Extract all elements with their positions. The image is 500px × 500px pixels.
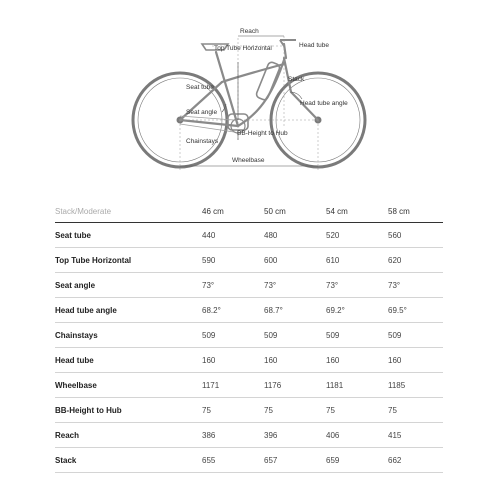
table-cell: 610	[326, 248, 388, 273]
table-cell: 73°	[326, 273, 388, 298]
table-cell: 590	[202, 248, 264, 273]
table-row	[55, 223, 443, 248]
label-wheelbase: Wheelbase	[232, 157, 265, 164]
table-cell: 1176	[264, 373, 326, 398]
table-cell: 659	[326, 448, 388, 473]
row-label: Chainstays	[55, 323, 202, 348]
table-row	[55, 248, 443, 273]
table-cell: 415	[388, 423, 443, 448]
table-cell: 406	[326, 423, 388, 448]
row-label: Stack	[55, 448, 202, 473]
label-top-tube-horizontal: Top Tube Horizontal	[214, 45, 272, 52]
table-cell: 160	[264, 348, 326, 373]
header-size-50: 50 cm	[264, 200, 326, 223]
table-cell: 75	[388, 398, 443, 423]
table-cell: 509	[264, 323, 326, 348]
header-size-46: 46 cm	[202, 200, 264, 223]
handlebar	[280, 40, 296, 46]
table-cell: 1181	[326, 373, 388, 398]
table-cell: 480	[264, 223, 326, 248]
label-seat-tube: Seat tube	[186, 84, 214, 91]
bike-geometry-diagram	[0, 0, 500, 180]
label-seat-angle: Seat angle	[186, 109, 218, 116]
table-cell: 386	[202, 423, 264, 448]
row-label: Head tube angle	[55, 298, 202, 323]
label-head-tube-angle: Head tube angle	[300, 100, 348, 107]
geometry-table-body	[55, 223, 443, 473]
table-cell: 655	[202, 448, 264, 473]
table-row	[55, 323, 443, 348]
table-cell: 657	[264, 448, 326, 473]
row-label: Top Tube Horizontal	[55, 248, 202, 273]
row-label: Seat tube	[55, 223, 202, 248]
table-cell: 396	[264, 423, 326, 448]
table-cell: 509	[326, 323, 388, 348]
table-cell: 160	[326, 348, 388, 373]
label-chainstays: Chainstays	[186, 138, 219, 145]
table-cell: 160	[202, 348, 264, 373]
table-cell: 69.5°	[388, 298, 443, 323]
geometry-table-header	[55, 200, 443, 223]
table-row	[55, 423, 443, 448]
label-bb-height-to-hub: BB-Height to Hub	[237, 130, 288, 137]
header-row	[55, 200, 443, 223]
header-size-54: 54 cm	[326, 200, 388, 223]
table-cell: 75	[264, 398, 326, 423]
table-cell: 440	[202, 223, 264, 248]
row-label: Head tube	[55, 348, 202, 373]
table-row	[55, 373, 443, 398]
label-reach: Reach	[240, 28, 259, 35]
table-cell: 509	[388, 323, 443, 348]
table-cell: 73°	[202, 273, 264, 298]
header-frame-type: Stack/Moderate	[55, 200, 202, 223]
table-cell: 73°	[264, 273, 326, 298]
table-row	[55, 298, 443, 323]
geometry-table	[55, 200, 443, 473]
table-row	[55, 273, 443, 298]
label-stack: Stack	[288, 76, 305, 83]
table-cell: 520	[326, 223, 388, 248]
table-row	[55, 448, 443, 473]
table-cell: 160	[388, 348, 443, 373]
table-cell: 68.2°	[202, 298, 264, 323]
table-cell: 69.2°	[326, 298, 388, 323]
row-label: Wheelbase	[55, 373, 202, 398]
table-cell: 73°	[388, 273, 443, 298]
label-head-tube: Head tube	[299, 42, 329, 49]
table-cell: 75	[326, 398, 388, 423]
table-cell: 560	[388, 223, 443, 248]
table-cell: 509	[202, 323, 264, 348]
header-size-58: 58 cm	[388, 200, 443, 223]
table-row	[55, 348, 443, 373]
row-label: BB-Height to Hub	[55, 398, 202, 423]
table-cell: 600	[264, 248, 326, 273]
table-cell: 662	[388, 448, 443, 473]
row-label: Reach	[55, 423, 202, 448]
table-cell: 1185	[388, 373, 443, 398]
table-cell: 620	[388, 248, 443, 273]
table-cell: 1171	[202, 373, 264, 398]
measurement-guides	[180, 36, 318, 170]
table-cell: 68.7°	[264, 298, 326, 323]
table-row	[55, 398, 443, 423]
table-cell: 75	[202, 398, 264, 423]
row-label: Seat angle	[55, 273, 202, 298]
